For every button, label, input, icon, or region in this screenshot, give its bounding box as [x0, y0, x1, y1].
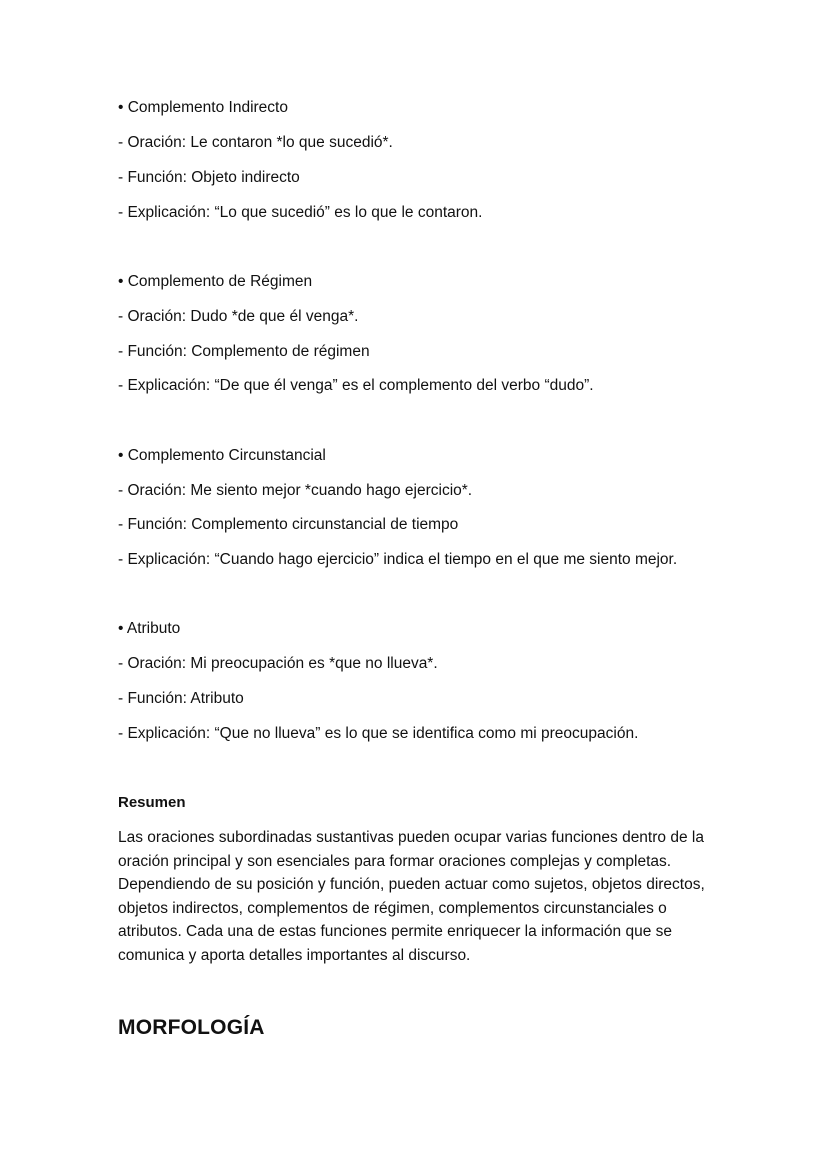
summary-paragraph: Las oraciones subordinadas sustantivas pueden ocupar varias funciones dentro de la oración principal y son esenciales para formar oraciones complejas y completas. Dependiendo de su posición y función, pueden actuar como sujetos, objetos directos, objetos indirectos, complementos de régimen, complementos circunstanciales o atributos. Cada una de estas funciones permite enriquecer la información que se comunica y aporta detalles importantes al discurso.	[118, 829, 705, 964]
section-bullet-complemento-de-regimen: • Complemento de Régimen	[118, 273, 313, 290]
section-sentence: - Oración: Le contaron *lo que sucedió*.	[118, 134, 393, 151]
section-function: - Función: Atributo	[118, 690, 244, 707]
section-bullet-complemento-circunstancial: • Complemento Circunstancial	[118, 447, 326, 464]
section-explanation: - Explicación: “Cuando hago ejercicio” indica el tiempo en el que me siento mejor.	[118, 551, 678, 568]
section-explanation: - Explicación: “Que no llueva” es lo que se identifica como mi preocupación.	[118, 725, 639, 742]
summary-heading: Resumen	[118, 794, 186, 811]
section-sentence: - Oración: Mi preocupación es *que no llueva*.	[118, 655, 438, 672]
section-function: - Función: Objeto indirecto	[118, 169, 300, 186]
section-function: - Función: Complemento circunstancial de tiempo	[118, 516, 459, 533]
section-bullet-complemento-indirecto: • Complemento Indirecto	[118, 99, 288, 116]
section-function: - Función: Complemento de régimen	[118, 343, 370, 360]
section-explanation: - Explicación: “De que él venga” es el complemento del verbo “dudo”.	[118, 377, 594, 394]
section-explanation: - Explicación: “Lo que sucedió” es lo que le contaron.	[118, 204, 483, 221]
section-title-morfologia: MORFOLOGÍA	[118, 1016, 265, 1039]
section-sentence: - Oración: Dudo *de que él venga*.	[118, 308, 359, 325]
section-sentence: - Oración: Me siento mejor *cuando hago ejercicio*.	[118, 482, 473, 499]
section-bullet-atributo: • Atributo	[118, 620, 181, 637]
